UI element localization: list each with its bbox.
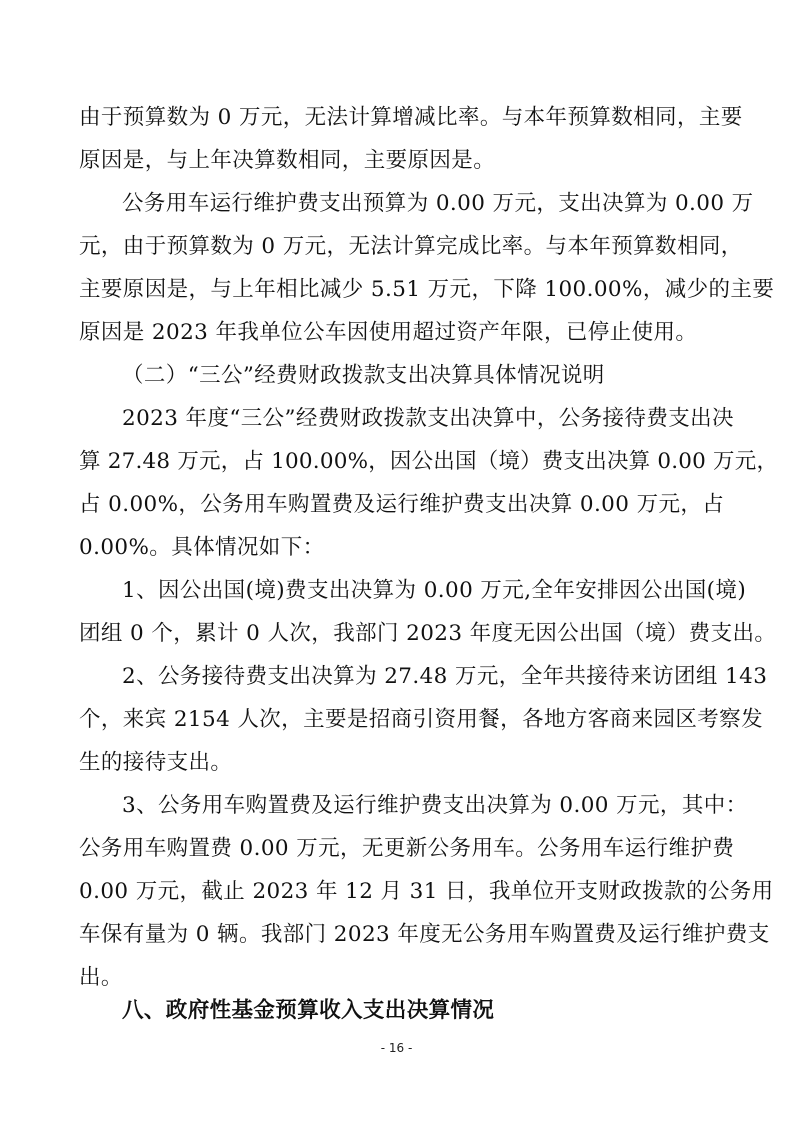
paragraph-line: 算 27.48 万元，占 100.00%，因公出国（境）费支出决算 0.00 万元， <box>79 449 779 474</box>
subsection-title: （二）“三公”经费财政拨款支出决算具体情况说明 <box>122 363 605 388</box>
paragraph-line: 0.00%。具体情况如下： <box>79 535 325 560</box>
paragraph-line: 2、公务接待费支出决算为 27.48 万元，全年共接待来访团组 143 <box>122 664 768 689</box>
paragraph-line: 出。 <box>79 965 123 990</box>
paragraph-line: 元，由于预算数为 0 万元，无法计算完成比率。与本年预算数相同， <box>79 234 743 259</box>
paragraph-line: 由于预算数为 0 万元，无法计算增减比率。与本年预算数相同，主要 <box>79 105 743 130</box>
paragraph-line: 公务用车购置费 0.00 万元，无更新公务用车。公务用车运行维护费 <box>79 836 735 861</box>
paragraph-line: 2023 年度“三公”经费财政拨款支出决算中，公务接待费支出决 <box>122 406 734 431</box>
page-number: - 16 - <box>380 1041 413 1055</box>
section-heading: 八、政府性基金预算收入支出决算情况 <box>122 998 495 1023</box>
paragraph-line: 原因是，与上年决算数相同，主要原因是。 <box>79 148 496 173</box>
paragraph-line: 团组 0 个，累计 0 人次，我部门 2023 年度无因公出国（境）费支出。 <box>79 621 777 646</box>
paragraph-line: 1、因公出国(境)费支出决算为 0.00 万元,全年安排因公出国(境) <box>122 578 747 603</box>
paragraph-line: 公务用车运行维护费支出预算为 0.00 万元，支出决算为 0.00 万 <box>122 191 754 216</box>
paragraph-line: 个，来宾 2154 人次，主要是招商引资用餐，各地方客商来园区考察发 <box>79 707 763 732</box>
paragraph-line: 0.00 万元，截止 2023 年 12 月 31 日，我单位开支财政拨款的公务用 <box>79 879 774 904</box>
paragraph-line: 主要原因是，与上年相比减少 5.51 万元，下降 100.00%，减少的主要 <box>79 277 775 302</box>
paragraph-line: 占 0.00%，公务用车购置费及运行维护费支出决算 0.00 万元，占 <box>79 492 725 517</box>
paragraph-line: 车保有量为 0 辆。我部门 2023 年度无公务用车购置费及运行维护费支 <box>79 922 770 947</box>
paragraph-line: 3、公务用车购置费及运行维护费支出决算为 0.00 万元，其中： <box>122 793 748 818</box>
paragraph-line: 原因是 2023 年我单位公车因使用超过资产年限，已停止使用。 <box>79 320 698 345</box>
paragraph-line: 生的接待支出。 <box>79 750 233 775</box>
